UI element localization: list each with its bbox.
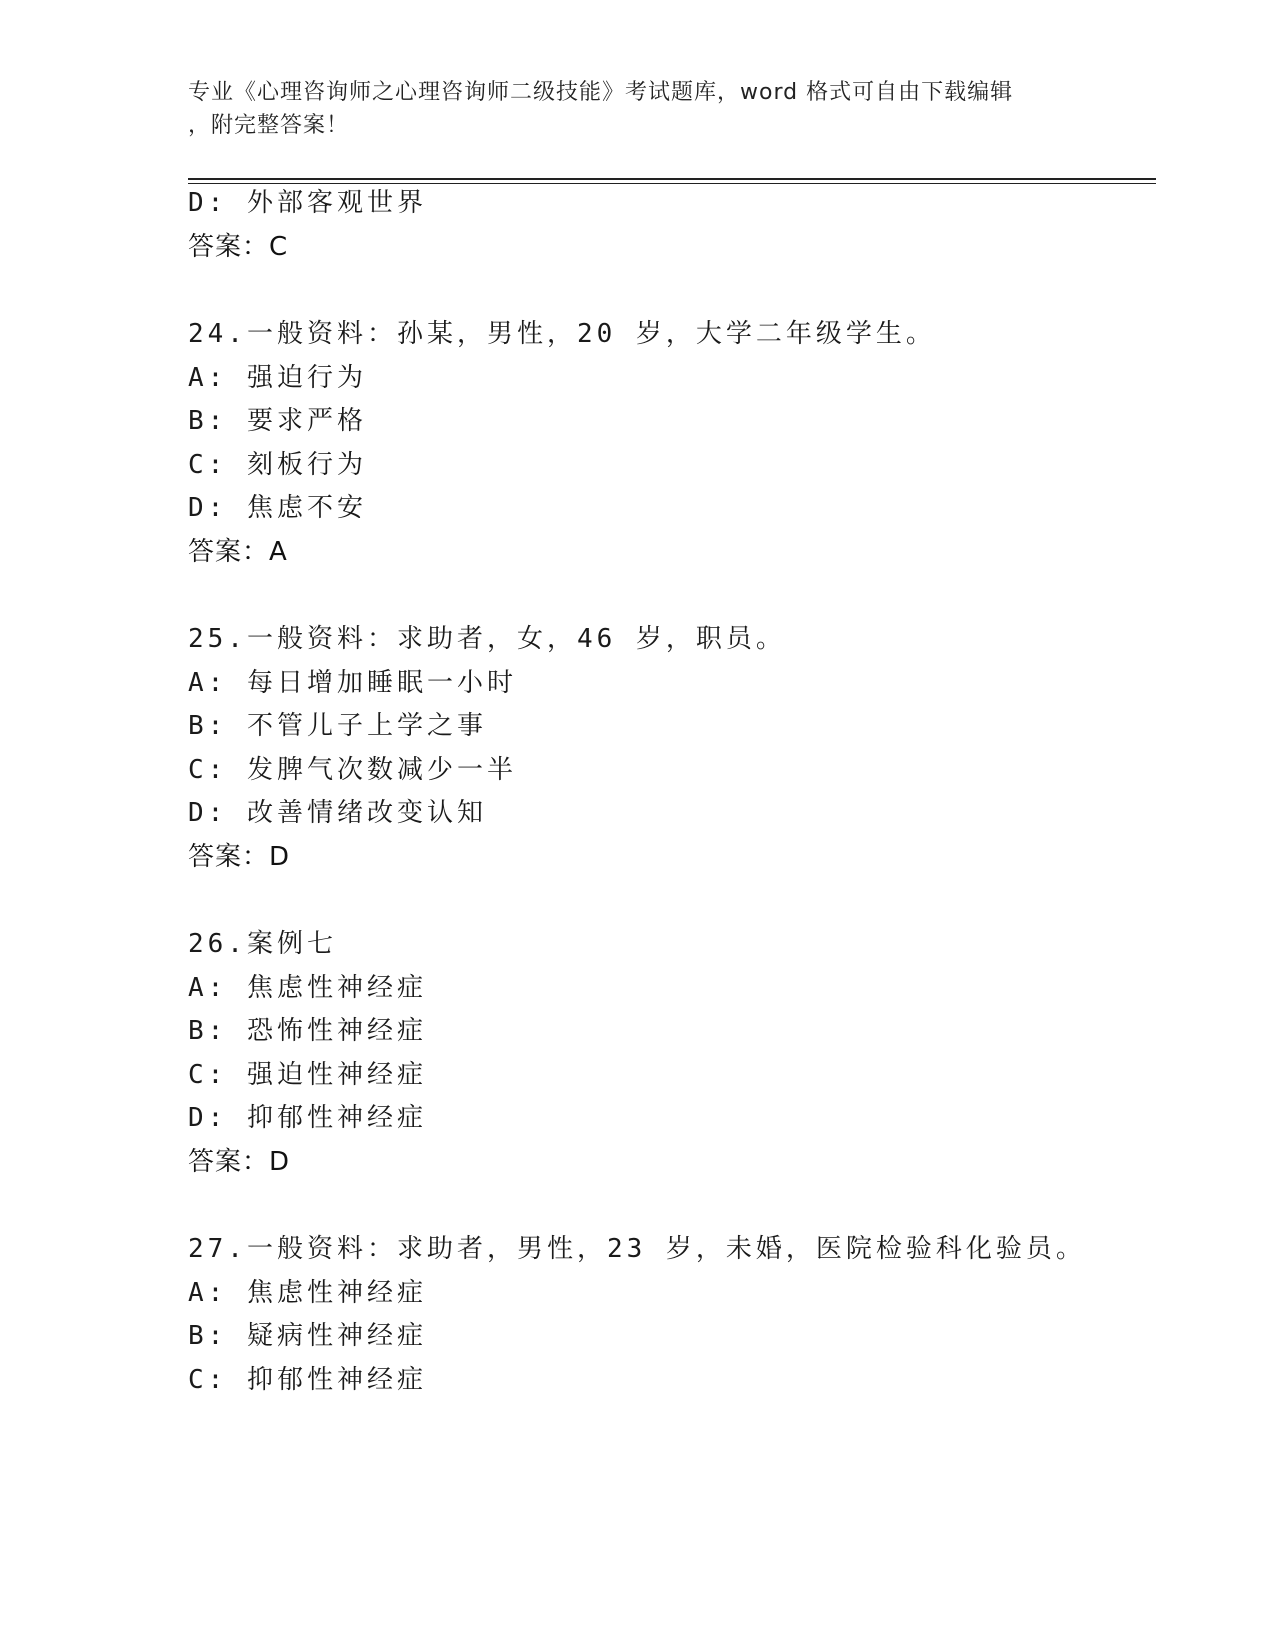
- option-a: A: 强迫行为: [188, 363, 367, 393]
- option-d: D: 焦虑不安: [188, 493, 367, 523]
- question-stem: 27.一般资料：求助者，男性，23 岁，未婚，医院检验科化验员。: [188, 1234, 1086, 1264]
- option-d: D: 外部客观世界: [188, 188, 427, 218]
- option-d: D: 改善情绪改变认知: [188, 798, 487, 828]
- answer-label: 答案：D: [188, 1147, 291, 1177]
- answer-label: 答案：C: [188, 232, 289, 262]
- header-rule-thin: [188, 183, 1156, 184]
- option-a: A: 焦虑性神经症: [188, 973, 427, 1003]
- header-line-1: 专业《心理咨询师之心理咨询师二级技能》考试题库，word 格式可自由下载编辑: [188, 80, 1014, 105]
- question-stem: 26.案例七: [188, 929, 337, 959]
- option-b: B: 疑病性神经症: [188, 1321, 427, 1351]
- question-stem: 25.一般资料：求助者，女，46 岁，职员。: [188, 624, 786, 654]
- option-c: C: 刻板行为: [188, 450, 367, 480]
- header-line-2: ，附完整答案！: [188, 113, 350, 138]
- document-header: [188, 76, 1088, 142]
- answer-label: 答案：D: [188, 842, 291, 872]
- question-stem: 24.一般资料：孙某，男性，20 岁，大学二年级学生。: [188, 319, 936, 349]
- option-d: D: 抑郁性神经症: [188, 1103, 427, 1133]
- option-c: C: 强迫性神经症: [188, 1060, 427, 1090]
- option-c: C: 抑郁性神经症: [188, 1365, 427, 1395]
- header-rule-thick: [188, 178, 1156, 180]
- option-a: A: 焦虑性神经症: [188, 1278, 427, 1308]
- option-b: B: 要求严格: [188, 406, 367, 436]
- option-b: B: 不管儿子上学之事: [188, 711, 487, 741]
- answer-label: 答案：A: [188, 537, 288, 567]
- option-c: C: 发脾气次数减少一半: [188, 755, 517, 785]
- option-a: A: 每日增加睡眠一小时: [188, 668, 517, 698]
- option-b: B: 恐怖性神经症: [188, 1016, 427, 1046]
